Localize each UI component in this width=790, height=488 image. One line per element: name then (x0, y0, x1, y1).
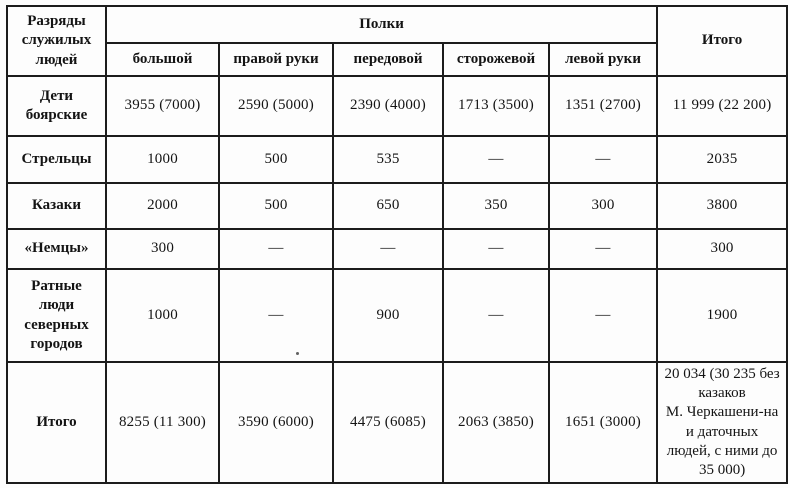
cell: 1651 (3000) (549, 362, 657, 483)
regiments-table (6, 5, 788, 484)
row-total: 2035 (657, 136, 787, 183)
table-row (7, 136, 787, 183)
cell: — (219, 229, 333, 269)
cell: 3590 (6000) (219, 362, 333, 483)
cell: 1000 (106, 136, 219, 183)
row-label-deti-boyarskie: Дети боярские (7, 76, 106, 136)
table-row (7, 269, 787, 362)
cell: 900 (333, 269, 443, 362)
cell: — (443, 229, 549, 269)
cell: 1000 (106, 269, 219, 362)
col-header-levoy-ruki: левой руки (549, 43, 657, 76)
col-header-peredovoy: передовой (333, 43, 443, 76)
cell: 2000 (106, 183, 219, 229)
table-row (7, 229, 787, 269)
row-total: 3800 (657, 183, 787, 229)
col-header-pravoy-ruki: правой руки (219, 43, 333, 76)
cell: 2590 (5000) (219, 76, 333, 136)
group-header-polki: Полки (106, 6, 657, 43)
cell: 3955 (7000) (106, 76, 219, 136)
cell: 300 (549, 183, 657, 229)
row-total: 1900 (657, 269, 787, 362)
cell: — (549, 269, 657, 362)
row-label-kazaki: Казаки (7, 183, 106, 229)
cell: 350 (443, 183, 549, 229)
cell: — (549, 229, 657, 269)
cell: 4475 (6085) (333, 362, 443, 483)
cell: 650 (333, 183, 443, 229)
row-label-ratnye-lyudi: Ратные люди северных городов (7, 269, 106, 362)
table-row (7, 76, 787, 136)
row-label-itogo: Итого (7, 362, 106, 483)
cell: 1351 (2700) (549, 76, 657, 136)
table-row-itogo (7, 362, 787, 483)
cell: — (443, 269, 549, 362)
cell: 500 (219, 183, 333, 229)
row-total: 11 999 (22 200) (657, 76, 787, 136)
row-total-note: 20 034 (30 235 без казаков М. Черкашени-на и даточных людей, с ними до 35 000) (657, 362, 787, 483)
total-header: Итого (657, 6, 787, 76)
cell: 8255 (11 300) (106, 362, 219, 483)
row-label-nemtsy: «Немцы» (7, 229, 106, 269)
cell: — (219, 269, 333, 362)
corner-header: Разряды служилых людей (7, 6, 106, 76)
row-label-streltsy: Стрельцы (7, 136, 106, 183)
row-total: 300 (657, 229, 787, 269)
cell: 1713 (3500) (443, 76, 549, 136)
cell: 535 (333, 136, 443, 183)
table-row (7, 183, 787, 229)
cell: — (443, 136, 549, 183)
col-header-storozhevoy: сторожевой (443, 43, 549, 76)
cell: — (549, 136, 657, 183)
cell: 2390 (4000) (333, 76, 443, 136)
scan-speck (296, 352, 299, 355)
header-row-group (7, 6, 787, 43)
cell: 2063 (3850) (443, 362, 549, 483)
cell: 500 (219, 136, 333, 183)
cell: 300 (106, 229, 219, 269)
cell: — (333, 229, 443, 269)
col-header-bolshoy: большой (106, 43, 219, 76)
